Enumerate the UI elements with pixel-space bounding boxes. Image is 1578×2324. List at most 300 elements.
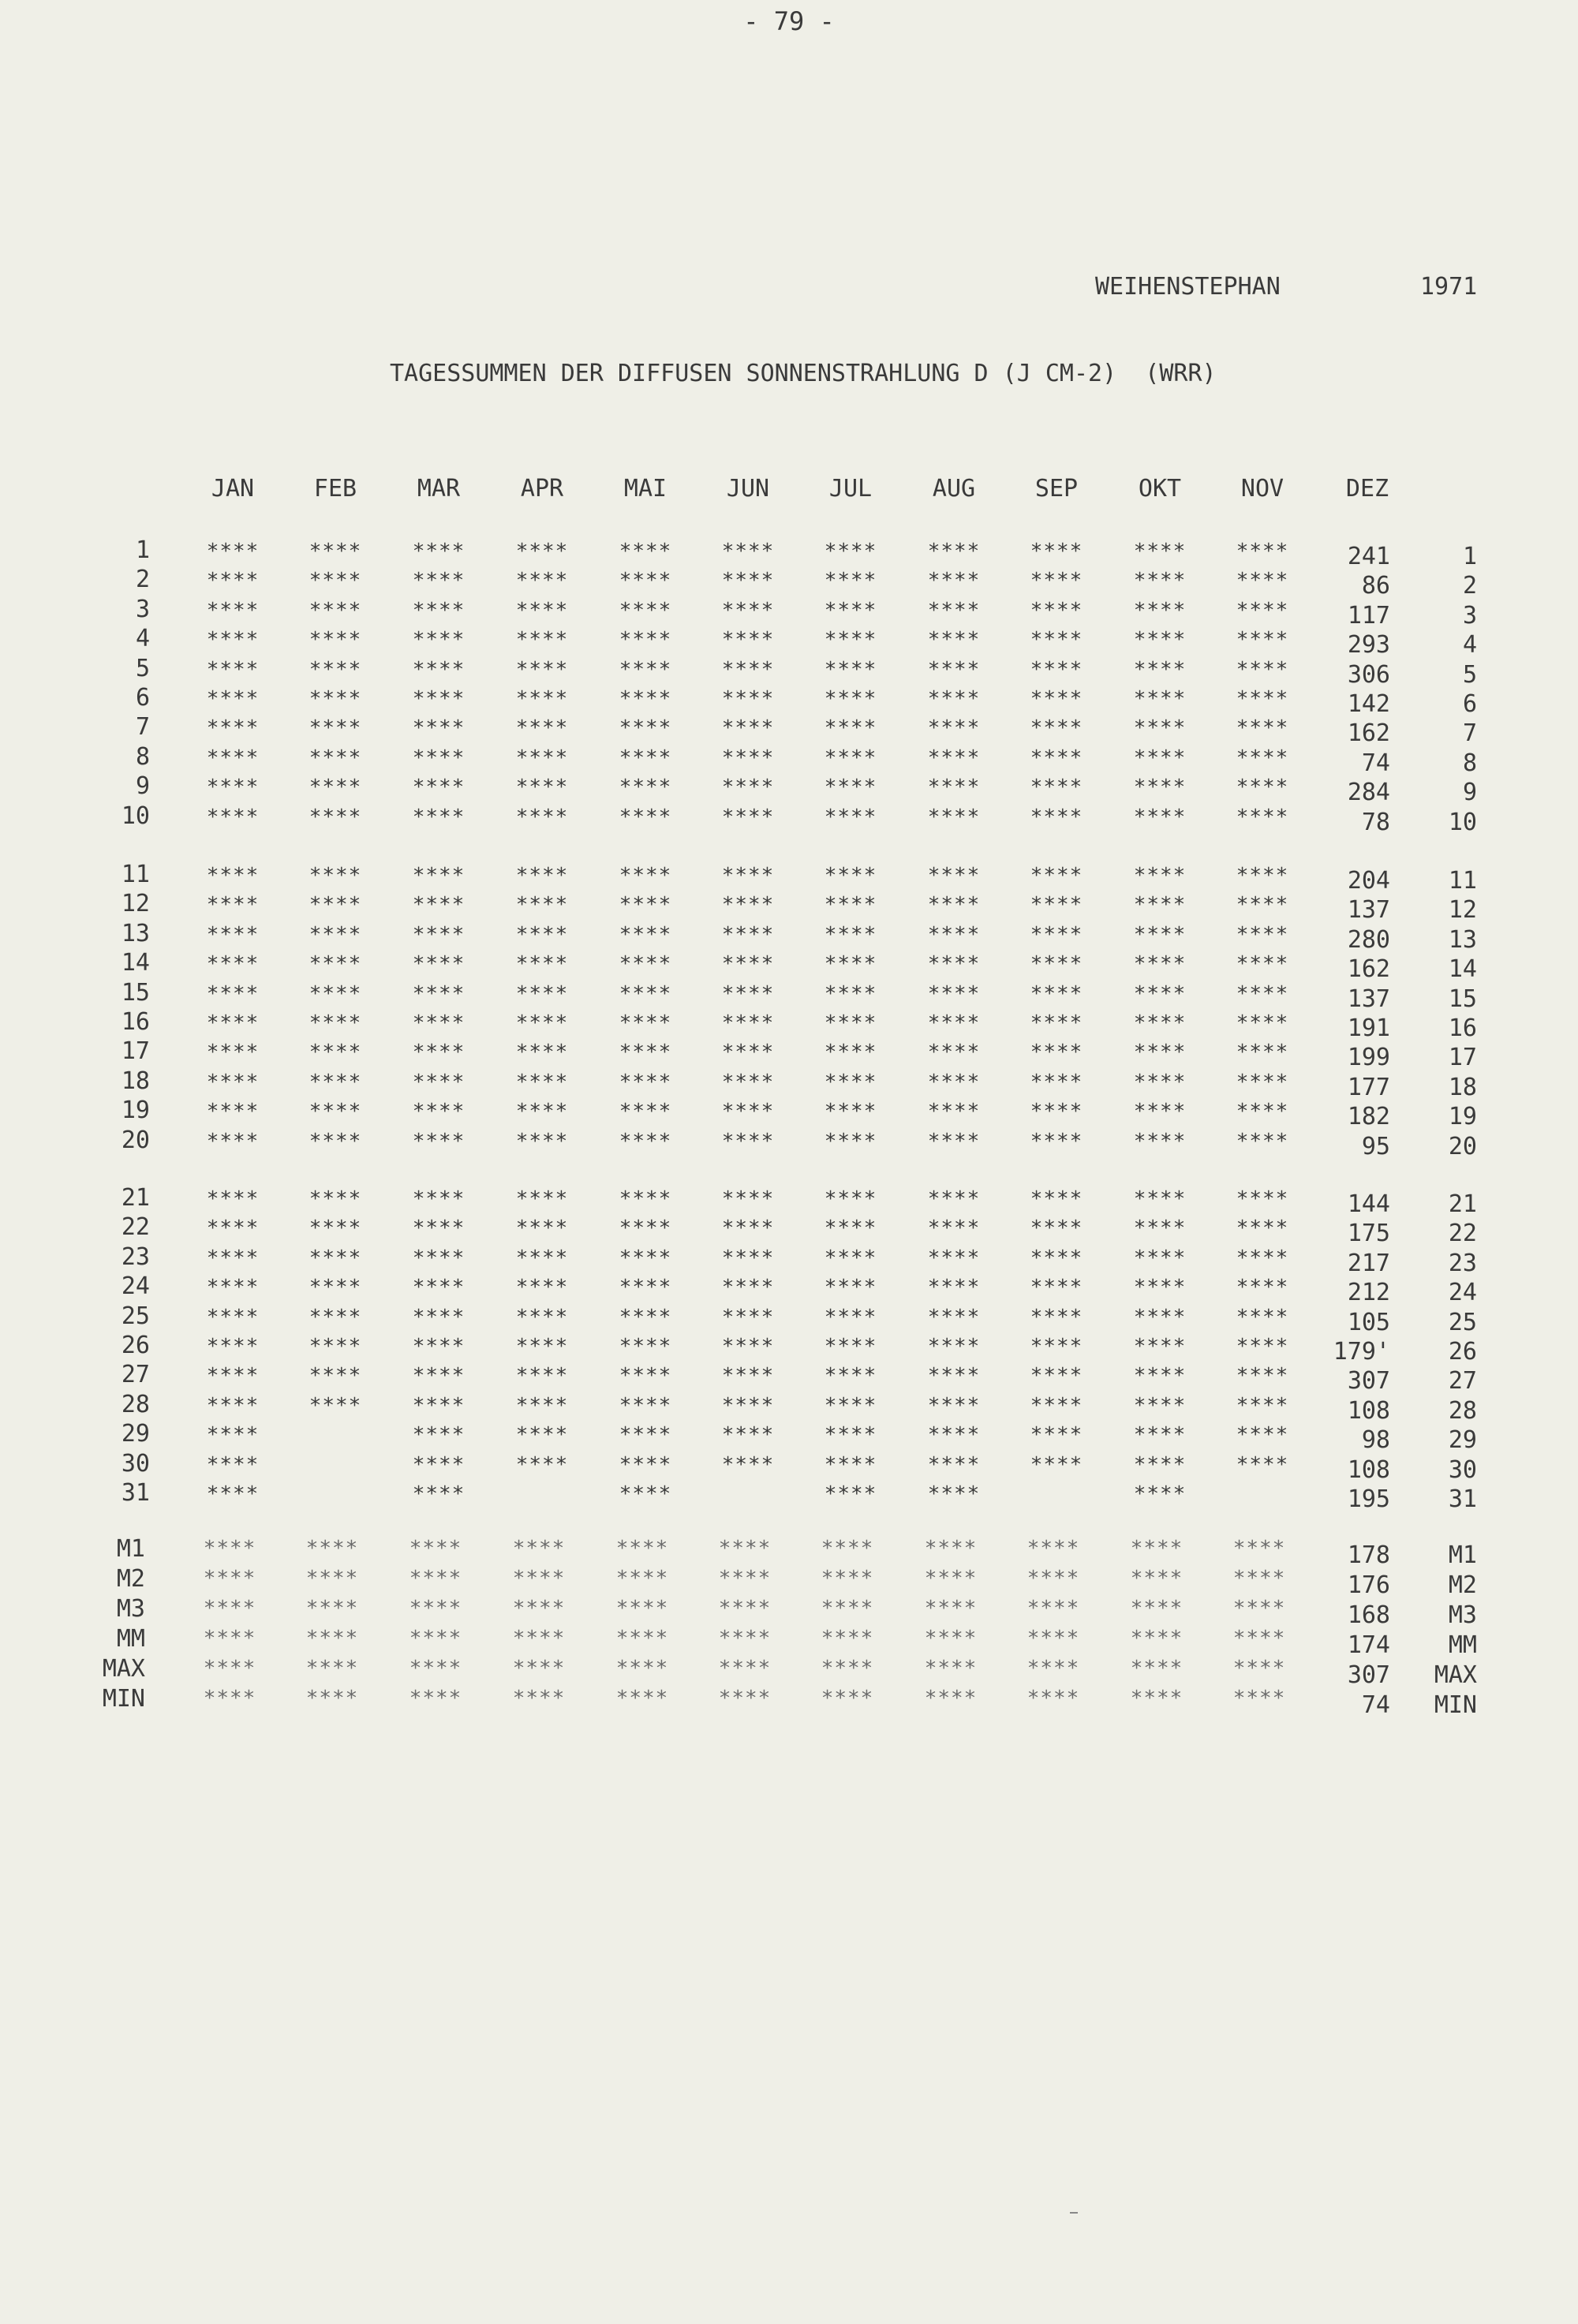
- missing-value-cell: ****: [721, 1393, 775, 1418]
- month-header-nov: NOV: [1240, 475, 1284, 503]
- missing-value-cell: ****: [412, 1100, 466, 1124]
- missing-value-cell: ****: [1236, 1129, 1289, 1153]
- missing-value-cell: ****: [308, 952, 362, 977]
- stat-label-left: M2: [116, 1565, 145, 1593]
- page-number: - 79 -: [743, 6, 835, 36]
- missing-value-cell: ****: [412, 1276, 466, 1300]
- missing-value-cell: ****: [615, 1597, 669, 1620]
- missing-value-cell: ****: [412, 1041, 466, 1065]
- missing-value-cell: ****: [515, 893, 569, 917]
- missing-value-cell: ****: [721, 1129, 775, 1153]
- missing-value-cell: ****: [1236, 716, 1289, 741]
- row-label-left: 30: [121, 1449, 150, 1478]
- row-label-right: 21: [1448, 1190, 1477, 1218]
- missing-value-cell: ****: [1133, 1482, 1187, 1506]
- missing-value-cell: ****: [619, 893, 672, 917]
- missing-value-cell: ****: [824, 1100, 877, 1124]
- missing-value-cell: ****: [1236, 657, 1289, 682]
- missing-value-cell: ****: [1133, 981, 1187, 1006]
- missing-value-cell: ****: [1026, 1687, 1080, 1710]
- row-label-right: 20: [1448, 1132, 1477, 1160]
- missing-value-cell: ****: [1236, 628, 1289, 652]
- missing-value-cell: ****: [308, 1187, 362, 1211]
- missing-value-cell: ****: [824, 598, 877, 622]
- missing-value-cell: ****: [927, 805, 981, 829]
- dez-value: 117: [1347, 601, 1390, 630]
- dez-value: 204: [1347, 867, 1390, 895]
- missing-value-cell: ****: [1030, 981, 1083, 1006]
- missing-value-cell: ****: [1026, 1597, 1080, 1620]
- missing-value-cell: ****: [515, 1246, 569, 1270]
- missing-value-cell: ****: [1030, 1276, 1083, 1300]
- missing-value-cell: ****: [924, 1657, 978, 1680]
- missing-value-cell: ****: [1133, 1100, 1187, 1124]
- missing-value-cell: ****: [412, 1070, 466, 1094]
- missing-value-cell: ****: [412, 1187, 466, 1211]
- missing-value-cell: ****: [1030, 540, 1083, 563]
- missing-value-cell: ****: [412, 981, 466, 1006]
- month-header-apr: APR: [520, 475, 564, 503]
- missing-value-cell: ****: [1133, 716, 1187, 741]
- missing-value-cell: ****: [619, 1276, 672, 1300]
- missing-value-cell: ****: [619, 716, 672, 741]
- missing-value-cell: ****: [308, 716, 362, 741]
- missing-value-cell: ****: [721, 598, 775, 622]
- row-label-right: 29: [1448, 1426, 1477, 1455]
- missing-value-cell: ****: [206, 687, 260, 711]
- missing-value-cell: ****: [1130, 1537, 1184, 1560]
- missing-value-cell: ****: [1133, 893, 1187, 917]
- missing-value-cell: ****: [927, 1364, 981, 1388]
- missing-value-cell: ****: [619, 745, 672, 770]
- month-header-jan: JAN: [211, 475, 255, 503]
- missing-value-cell: ****: [412, 1011, 466, 1035]
- missing-value-cell: ****: [512, 1537, 566, 1560]
- missing-value-cell: ****: [308, 687, 362, 711]
- missing-value-cell: ****: [721, 922, 775, 947]
- missing-value-cell: ****: [1030, 952, 1083, 977]
- missing-value-cell: ****: [1130, 1567, 1184, 1590]
- missing-value-cell: ****: [1236, 893, 1289, 917]
- missing-value-cell: ****: [308, 1070, 362, 1094]
- missing-value-cell: ****: [824, 805, 877, 829]
- missing-value-cell: ****: [619, 657, 672, 682]
- row-label-left: 4: [135, 625, 150, 653]
- missing-value-cell: ****: [824, 657, 877, 682]
- missing-value-cell: ****: [721, 657, 775, 682]
- missing-value-cell: ****: [824, 540, 877, 563]
- missing-value-cell: ****: [718, 1567, 772, 1590]
- row-label-left: 19: [121, 1097, 150, 1125]
- missing-value-cell: ****: [1236, 1041, 1289, 1065]
- missing-value-cell: ****: [206, 598, 260, 622]
- missing-value-cell: ****: [308, 922, 362, 947]
- missing-value-cell: ****: [515, 1305, 569, 1329]
- dez-value: 78: [1361, 808, 1390, 836]
- missing-value-cell: ****: [515, 569, 569, 593]
- missing-value-cell: ****: [1133, 1246, 1187, 1270]
- missing-value-cell: ****: [1133, 657, 1187, 682]
- missing-value-cell: ****: [203, 1597, 256, 1620]
- missing-value-cell: ****: [1030, 1187, 1083, 1211]
- missing-value-cell: ****: [927, 1482, 981, 1506]
- missing-value-cell: ****: [1236, 687, 1289, 711]
- missing-value-cell: ****: [721, 981, 775, 1006]
- missing-value-cell: ****: [1236, 1276, 1289, 1300]
- missing-value-cell: ****: [824, 1011, 877, 1035]
- missing-value-cell: ****: [824, 1041, 877, 1065]
- missing-value-cell: ****: [615, 1657, 669, 1680]
- missing-value-cell: ****: [515, 981, 569, 1006]
- missing-value-cell: ****: [721, 775, 775, 800]
- dez-value: 95: [1361, 1132, 1390, 1160]
- missing-value-cell: ****: [924, 1567, 978, 1590]
- missing-value-cell: ****: [927, 598, 981, 622]
- stat-label-right: MAX: [1434, 1661, 1477, 1689]
- dez-value: 108: [1347, 1396, 1390, 1425]
- missing-value-cell: ****: [721, 687, 775, 711]
- dez-value: 175: [1347, 1220, 1390, 1248]
- missing-value-cell: ****: [619, 805, 672, 829]
- missing-value-cell: ****: [821, 1687, 874, 1710]
- missing-value-cell: ****: [927, 1011, 981, 1035]
- row-label-right: 24: [1448, 1279, 1477, 1307]
- missing-value-cell: ****: [206, 628, 260, 652]
- missing-value-cell: ****: [721, 1216, 775, 1241]
- dez-stat-value: 307: [1347, 1661, 1390, 1689]
- row-label-right: 3: [1462, 601, 1477, 630]
- page-mark: [1070, 2212, 1078, 2214]
- missing-value-cell: ****: [515, 1423, 569, 1448]
- missing-value-cell: ****: [721, 1364, 775, 1388]
- row-label-right: 11: [1448, 867, 1477, 895]
- missing-value-cell: ****: [924, 1687, 978, 1710]
- missing-value-cell: ****: [515, 1011, 569, 1035]
- missing-value-cell: ****: [821, 1537, 874, 1560]
- missing-value-cell: ****: [1236, 981, 1289, 1006]
- missing-value-cell: ****: [206, 1070, 260, 1094]
- missing-value-cell: ****: [1236, 1423, 1289, 1448]
- missing-value-cell: ****: [1133, 1216, 1187, 1241]
- missing-value-cell: ****: [308, 1393, 362, 1418]
- missing-value-cell: ****: [1133, 1335, 1187, 1358]
- missing-value-cell: ****: [1030, 1070, 1083, 1094]
- missing-value-cell: ****: [619, 952, 672, 977]
- missing-value-cell: ****: [206, 1423, 260, 1448]
- dez-value: 162: [1347, 955, 1390, 984]
- missing-value-cell: ****: [412, 1216, 466, 1241]
- stat-label-right: M3: [1448, 1601, 1477, 1629]
- missing-value-cell: ****: [308, 893, 362, 917]
- missing-value-cell: ****: [619, 540, 672, 563]
- missing-value-cell: ****: [1133, 1011, 1187, 1035]
- missing-value-cell: ****: [927, 1246, 981, 1270]
- missing-value-cell: ****: [824, 893, 877, 917]
- missing-value-cell: ****: [1133, 1305, 1187, 1329]
- missing-value-cell: ****: [1130, 1657, 1184, 1680]
- missing-value-cell: ****: [1130, 1627, 1184, 1650]
- missing-value-cell: ****: [721, 1011, 775, 1035]
- missing-value-cell: ****: [615, 1567, 669, 1590]
- missing-value-cell: ****: [927, 1187, 981, 1211]
- missing-value-cell: ****: [1030, 598, 1083, 622]
- dez-value: 108: [1347, 1455, 1390, 1484]
- missing-value-cell: ****: [1236, 805, 1289, 829]
- missing-value-cell: ****: [721, 1305, 775, 1329]
- missing-value-cell: ****: [1133, 864, 1187, 887]
- missing-value-cell: ****: [206, 745, 260, 770]
- missing-value-cell: ****: [721, 745, 775, 770]
- missing-value-cell: ****: [515, 1364, 569, 1388]
- missing-value-cell: ****: [619, 1041, 672, 1065]
- missing-value-cell: ****: [1236, 1216, 1289, 1241]
- missing-value-cell: ****: [1236, 540, 1289, 563]
- missing-value-cell: ****: [515, 1100, 569, 1124]
- missing-value-cell: ****: [206, 922, 260, 947]
- missing-value-cell: ****: [515, 540, 569, 563]
- missing-value-cell: ****: [927, 1393, 981, 1418]
- missing-value-cell: ****: [824, 1070, 877, 1094]
- dez-value: 137: [1347, 985, 1390, 1013]
- missing-value-cell: ****: [1236, 1393, 1289, 1418]
- missing-value-cell: ****: [821, 1567, 874, 1590]
- missing-value-cell: ****: [619, 1364, 672, 1388]
- row-label-left: 5: [135, 654, 150, 682]
- missing-value-cell: ****: [206, 1246, 260, 1270]
- missing-value-cell: ****: [824, 687, 877, 711]
- missing-value-cell: ****: [721, 540, 775, 563]
- missing-value-cell: ****: [206, 716, 260, 741]
- row-label-left: 22: [121, 1213, 150, 1242]
- missing-value-cell: ****: [206, 775, 260, 800]
- missing-value-cell: ****: [1133, 687, 1187, 711]
- missing-value-cell: ****: [1236, 1187, 1289, 1211]
- missing-value-cell: ****: [1133, 1041, 1187, 1065]
- row-label-left: 16: [121, 1008, 150, 1036]
- missing-value-cell: ****: [1030, 716, 1083, 741]
- missing-value-cell: ****: [515, 1216, 569, 1241]
- missing-value-cell: ****: [927, 628, 981, 652]
- missing-value-cell: ****: [1232, 1597, 1286, 1620]
- missing-value-cell: ****: [412, 893, 466, 917]
- missing-value-cell: ****: [718, 1687, 772, 1710]
- missing-value-cell: ****: [412, 628, 466, 652]
- stat-label-left: MIN: [102, 1685, 145, 1713]
- missing-value-cell: ****: [927, 1276, 981, 1300]
- stat-label-left: M1: [116, 1535, 145, 1563]
- missing-value-cell: ****: [1030, 569, 1083, 593]
- missing-value-cell: ****: [619, 1070, 672, 1094]
- missing-value-cell: ****: [821, 1657, 874, 1680]
- missing-value-cell: ****: [1236, 1364, 1289, 1388]
- missing-value-cell: ****: [308, 657, 362, 682]
- dez-stat-value: 74: [1361, 1691, 1390, 1719]
- missing-value-cell: ****: [619, 1393, 672, 1418]
- missing-value-cell: ****: [927, 569, 981, 593]
- missing-value-cell: ****: [206, 1011, 260, 1035]
- missing-value-cell: ****: [305, 1687, 359, 1710]
- missing-value-cell: ****: [927, 1423, 981, 1448]
- dez-value: 98: [1361, 1426, 1390, 1455]
- missing-value-cell: ****: [824, 628, 877, 652]
- row-label-right: 23: [1448, 1249, 1477, 1277]
- row-label-right: 6: [1462, 690, 1477, 718]
- missing-value-cell: ****: [512, 1687, 566, 1710]
- missing-value-cell: ****: [206, 805, 260, 829]
- missing-value-cell: ****: [412, 540, 466, 563]
- missing-value-cell: ****: [206, 1393, 260, 1418]
- missing-value-cell: ****: [1130, 1687, 1184, 1710]
- missing-value-cell: ****: [412, 952, 466, 977]
- missing-value-cell: ****: [927, 745, 981, 770]
- dez-stat-value: 178: [1347, 1541, 1390, 1569]
- missing-value-cell: ****: [1030, 1246, 1083, 1270]
- missing-value-cell: ****: [1133, 540, 1187, 563]
- stat-label-right: M1: [1448, 1541, 1477, 1569]
- missing-value-cell: ****: [412, 598, 466, 622]
- month-header-jun: JUN: [726, 475, 770, 503]
- missing-value-cell: ****: [1236, 1335, 1289, 1358]
- month-header-okt: OKT: [1138, 475, 1182, 503]
- missing-value-cell: ****: [824, 1335, 877, 1358]
- stat-label-left: MAX: [102, 1655, 145, 1683]
- missing-value-cell: ****: [824, 1246, 877, 1270]
- missing-value-cell: ****: [1030, 1041, 1083, 1065]
- station-name: WEIHENSTEPHAN: [1095, 273, 1281, 301]
- missing-value-cell: ****: [515, 657, 569, 682]
- missing-value-cell: ****: [1236, 864, 1289, 887]
- row-label-right: 16: [1448, 1014, 1477, 1042]
- missing-value-cell: ****: [1133, 1070, 1187, 1094]
- missing-value-cell: ****: [927, 657, 981, 682]
- missing-value-cell: ****: [308, 1216, 362, 1241]
- missing-value-cell: ****: [927, 1100, 981, 1124]
- missing-value-cell: ****: [927, 1070, 981, 1094]
- missing-value-cell: ****: [409, 1537, 462, 1560]
- missing-value-cell: ****: [619, 1100, 672, 1124]
- row-label-left: 29: [121, 1420, 150, 1448]
- missing-value-cell: ****: [721, 1335, 775, 1358]
- missing-value-cell: ****: [824, 1452, 877, 1477]
- missing-value-cell: ****: [927, 1216, 981, 1241]
- missing-value-cell: ****: [619, 1305, 672, 1329]
- missing-value-cell: ****: [412, 1452, 466, 1477]
- missing-value-cell: ****: [1030, 893, 1083, 917]
- missing-value-cell: ****: [1236, 1011, 1289, 1035]
- missing-value-cell: ****: [721, 1423, 775, 1448]
- missing-value-cell: ****: [206, 1276, 260, 1300]
- missing-value-cell: ****: [927, 981, 981, 1006]
- missing-value-cell: ****: [721, 1452, 775, 1477]
- missing-value-cell: ****: [203, 1687, 256, 1710]
- missing-value-cell: ****: [515, 628, 569, 652]
- missing-value-cell: ****: [927, 952, 981, 977]
- missing-value-cell: ****: [721, 893, 775, 917]
- missing-value-cell: ****: [619, 981, 672, 1006]
- missing-value-cell: ****: [619, 1187, 672, 1211]
- missing-value-cell: ****: [1232, 1687, 1286, 1710]
- missing-value-cell: ****: [305, 1567, 359, 1590]
- row-label-left: 10: [121, 801, 150, 830]
- missing-value-cell: ****: [619, 1011, 672, 1035]
- missing-value-cell: ****: [412, 1335, 466, 1358]
- missing-value-cell: ****: [409, 1687, 462, 1710]
- missing-value-cell: ****: [305, 1537, 359, 1560]
- missing-value-cell: ****: [1133, 952, 1187, 977]
- missing-value-cell: ****: [927, 1305, 981, 1329]
- row-label-left: 6: [135, 684, 150, 712]
- missing-value-cell: ****: [1026, 1567, 1080, 1590]
- missing-value-cell: ****: [412, 864, 466, 887]
- missing-value-cell: ****: [821, 1627, 874, 1650]
- missing-value-cell: ****: [1236, 1452, 1289, 1477]
- missing-value-cell: ****: [412, 1482, 466, 1506]
- missing-value-cell: ****: [824, 864, 877, 887]
- row-label-right: 9: [1462, 779, 1477, 807]
- missing-value-cell: ****: [412, 775, 466, 800]
- missing-value-cell: ****: [927, 716, 981, 741]
- missing-value-cell: ****: [515, 1335, 569, 1358]
- missing-value-cell: ****: [721, 805, 775, 829]
- missing-value-cell: ****: [308, 1041, 362, 1065]
- row-label-right: 15: [1448, 985, 1477, 1013]
- missing-value-cell: ****: [206, 1364, 260, 1388]
- missing-value-cell: ****: [721, 716, 775, 741]
- missing-value-cell: ****: [515, 716, 569, 741]
- missing-value-cell: ****: [308, 1011, 362, 1035]
- month-header-aug: AUG: [932, 475, 976, 503]
- missing-value-cell: ****: [1030, 1129, 1083, 1153]
- dez-value: 241: [1347, 543, 1390, 570]
- missing-value-cell: ****: [1133, 805, 1187, 829]
- missing-value-cell: ****: [409, 1627, 462, 1650]
- row-label-right: 28: [1448, 1396, 1477, 1425]
- missing-value-cell: ****: [824, 775, 877, 800]
- missing-value-cell: ****: [824, 922, 877, 947]
- missing-value-cell: ****: [412, 1246, 466, 1270]
- dez-value: 142: [1347, 690, 1390, 718]
- missing-value-cell: ****: [412, 569, 466, 593]
- row-label-right: 18: [1448, 1073, 1477, 1101]
- missing-value-cell: ****: [721, 952, 775, 977]
- missing-value-cell: ****: [412, 1423, 466, 1448]
- missing-value-cell: ****: [308, 540, 362, 563]
- missing-value-cell: ****: [515, 952, 569, 977]
- missing-value-cell: ****: [721, 1070, 775, 1094]
- missing-value-cell: ****: [1030, 1452, 1083, 1477]
- dez-value: 199: [1347, 1044, 1390, 1072]
- missing-value-cell: ****: [824, 1423, 877, 1448]
- missing-value-cell: ****: [1232, 1567, 1286, 1590]
- row-label-left: 21: [121, 1184, 150, 1212]
- missing-value-cell: ****: [1133, 1393, 1187, 1418]
- missing-value-cell: ****: [927, 540, 981, 563]
- missing-value-cell: ****: [824, 716, 877, 741]
- missing-value-cell: ****: [1133, 628, 1187, 652]
- missing-value-cell: ****: [308, 598, 362, 622]
- row-label-left: 2: [135, 566, 150, 594]
- dez-stat-value: 168: [1347, 1601, 1390, 1629]
- month-header-dez: DEZ: [1345, 475, 1389, 503]
- missing-value-cell: ****: [1236, 1100, 1289, 1124]
- dez-value: 195: [1347, 1485, 1390, 1513]
- row-label-left: 17: [121, 1037, 150, 1066]
- row-label-left: 7: [135, 713, 150, 742]
- missing-value-cell: ****: [824, 1129, 877, 1153]
- missing-value-cell: ****: [1030, 1364, 1083, 1388]
- missing-value-cell: ****: [206, 540, 260, 563]
- month-header-feb: FEB: [313, 475, 357, 503]
